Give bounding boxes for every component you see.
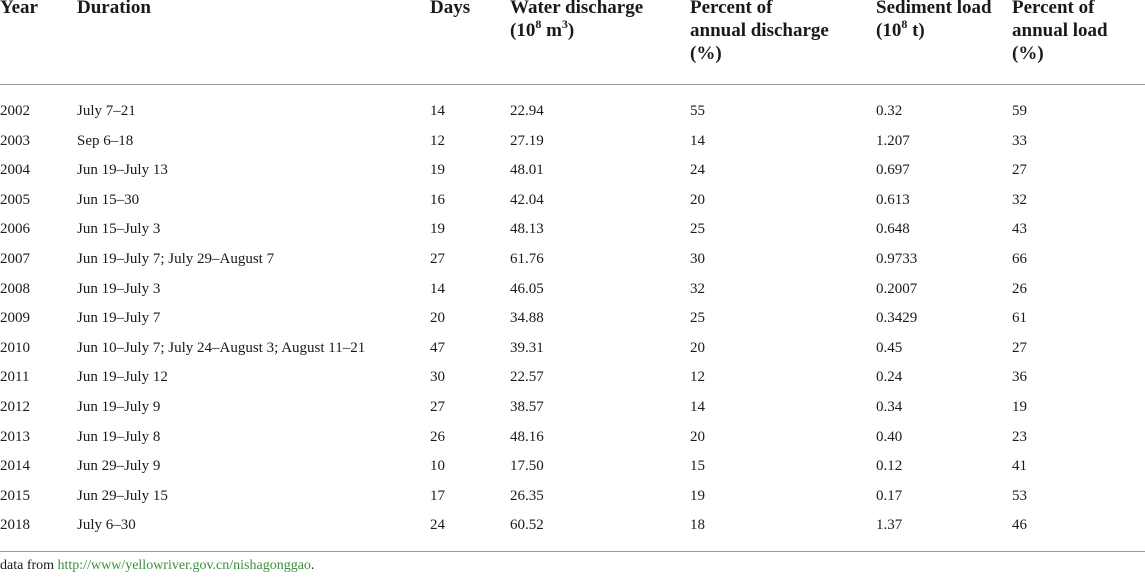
table-row	[0, 97, 1145, 127]
cell-percent-discharge: 55	[690, 103, 705, 119]
cell-days: 27	[430, 250, 445, 267]
cell-percent-load: 23	[1012, 428, 1027, 445]
header-sed-line1: Sediment load	[876, 0, 992, 18]
cell-sediment-load: 0.3429	[876, 310, 918, 327]
table-row	[0, 304, 1145, 334]
header-pdis-line1: Percent of	[690, 0, 773, 18]
cell-percent-discharge: 12	[690, 369, 705, 386]
cell-year: 2004	[0, 162, 30, 179]
cell-duration: Jun 10–July 7; July 24–August 3; August 11–21	[77, 339, 366, 356]
header-percent-load	[1012, 0, 1108, 65]
cell-sediment-load: 0.697	[876, 162, 910, 179]
table-header	[0, 0, 1145, 85]
header-water-line1: Water discharge	[510, 0, 644, 18]
cell-days: 16	[430, 191, 445, 208]
table-row	[0, 156, 1145, 186]
table-row	[0, 393, 1145, 423]
cell-days: 19	[430, 162, 445, 179]
cell-percent-discharge: 25	[690, 221, 705, 238]
cell-percent-discharge: 30	[690, 250, 705, 267]
cell-year: 2012	[0, 398, 30, 415]
cell-percent-discharge: 14	[690, 132, 705, 149]
cell-days: 47	[430, 339, 445, 356]
cell-water-discharge: 26.35	[510, 487, 544, 504]
cell-sediment-load: 0.2007	[876, 280, 918, 297]
cell-sediment-load: 1.37	[876, 517, 903, 534]
cell-percent-load: 43	[1012, 221, 1027, 238]
cell-year: 2003	[0, 132, 30, 149]
cell-percent-discharge: 32	[690, 280, 705, 297]
cell-duration: Jun 19–July 12	[77, 369, 168, 386]
cell-water-discharge: 38.57	[510, 398, 544, 415]
cell-percent-discharge: 24	[690, 162, 705, 179]
cell-percent-discharge: 14	[690, 398, 705, 415]
cell-percent-discharge: 25	[690, 310, 705, 327]
cell-sediment-load: 0.32	[876, 103, 903, 119]
cell-water-discharge: 48.16	[510, 428, 544, 445]
cell-days: 19	[430, 221, 445, 238]
header-pdis-line2: annual discharge	[690, 20, 829, 41]
header-sed-line2: ($10^8$ t)	[876, 16, 925, 41]
cell-year: 2009	[0, 310, 30, 327]
cell-percent-load: 27	[1012, 162, 1027, 179]
table-row	[0, 275, 1145, 305]
cell-percent-discharge: 19	[690, 487, 705, 504]
cell-duration: Jun 29–July 9	[77, 458, 161, 475]
table-body	[0, 97, 1145, 541]
table-row	[0, 452, 1145, 482]
cell-year: 2010	[0, 339, 30, 356]
cell-duration: July 7–21	[77, 103, 136, 119]
table-row	[0, 511, 1145, 541]
cell-days: 24	[430, 517, 445, 534]
cell-sediment-load: 1.207	[876, 132, 910, 149]
cell-duration: Jun 15–July 3	[77, 221, 161, 238]
cell-sediment-load: 0.40	[876, 428, 903, 445]
table-row	[0, 423, 1145, 453]
cell-days: 10	[430, 458, 445, 475]
table-row	[0, 215, 1145, 245]
cell-percent-load: 59	[1012, 103, 1027, 119]
cell-water-discharge: 48.01	[510, 162, 544, 179]
cell-percent-load: 26	[1012, 280, 1027, 297]
cell-percent-discharge: 20	[690, 339, 705, 356]
cell-water-discharge: 27.19	[510, 132, 544, 149]
cell-duration: Jun 19–July 3	[77, 280, 161, 297]
cell-sediment-load: 0.9733	[876, 250, 918, 267]
cell-duration: Jun 29–July 15	[77, 487, 168, 504]
cell-year: 2013	[0, 428, 30, 445]
cell-year: 2018	[0, 517, 30, 534]
cell-percent-load: 27	[1012, 339, 1027, 356]
cell-duration: Sep 6–18	[77, 132, 134, 149]
cell-year: 2015	[0, 487, 30, 504]
cell-days: 14	[430, 103, 445, 119]
table-row	[0, 186, 1145, 216]
cell-water-discharge: 60.52	[510, 517, 544, 534]
header-pload-line3: (%)	[1012, 43, 1044, 64]
cell-percent-load: 61	[1012, 310, 1027, 327]
cell-duration: Jun 19–July 7	[77, 310, 161, 327]
table-row	[0, 127, 1145, 157]
cell-water-discharge: 17.50	[510, 458, 544, 475]
cell-water-discharge: 39.31	[510, 339, 544, 356]
cell-days: 14	[430, 280, 445, 297]
cell-sediment-load: 0.648	[876, 221, 910, 238]
header-pload-line2: annual load	[1012, 20, 1108, 41]
cell-days: 17	[430, 487, 445, 504]
header-water-discharge	[510, 0, 643, 42]
cell-duration: July 6–30	[77, 517, 136, 534]
header-pdis-line3: (%)	[690, 43, 722, 64]
source-link[interactable]: http://www/yellowriver.gov.cn/nishagonggao	[57, 558, 311, 573]
cell-percent-discharge: 20	[690, 191, 705, 208]
header-water-line2: ($10^8$ $m^3$)	[510, 16, 575, 41]
header-days: Days	[430, 0, 471, 18]
table-row	[0, 245, 1145, 275]
header-year: Year	[0, 0, 38, 18]
cell-year: 2008	[0, 280, 30, 297]
cell-sediment-load: 0.24	[876, 369, 903, 386]
cell-year: 2014	[0, 458, 30, 475]
table-bottom-rule	[0, 551, 1145, 552]
header-duration: Duration	[77, 0, 151, 18]
footnote-prefix: data from	[0, 558, 58, 573]
cell-duration: Jun 19–July 8	[77, 428, 161, 445]
cell-sediment-load: 0.12	[876, 458, 903, 475]
cell-water-discharge: 46.05	[510, 280, 544, 297]
table-row	[0, 363, 1145, 393]
cell-year: 2011	[0, 369, 30, 386]
cell-year: 2005	[0, 191, 30, 208]
header-sediment-load	[876, 0, 992, 42]
cell-duration: Jun 19–July 13	[77, 162, 168, 179]
cell-water-discharge: 61.76	[510, 250, 544, 267]
cell-sediment-load: 0.34	[876, 398, 903, 415]
cell-percent-load: 19	[1012, 398, 1027, 415]
cell-water-discharge: 22.94	[510, 103, 544, 119]
cell-water-discharge: 34.88	[510, 310, 544, 327]
cell-percent-discharge: 18	[690, 517, 705, 534]
cell-percent-load: 53	[1012, 487, 1027, 504]
header-percent-discharge	[690, 0, 829, 65]
cell-percent-discharge: 20	[690, 428, 705, 445]
cell-percent-discharge: 15	[690, 458, 705, 475]
footnote-suffix: .	[310, 558, 315, 573]
table-footnote	[0, 557, 314, 575]
cell-percent-load: 66	[1012, 250, 1027, 267]
cell-days: 26	[430, 428, 445, 445]
cell-days: 12	[430, 132, 445, 149]
cell-water-discharge: 48.13	[510, 221, 544, 238]
cell-duration: Jun 19–July 9	[77, 398, 161, 415]
cell-year: 2006	[0, 221, 30, 238]
cell-percent-load: 33	[1012, 132, 1027, 149]
cell-year: 2007	[0, 250, 30, 267]
cell-days: 30	[430, 369, 445, 386]
cell-sediment-load: 0.45	[876, 339, 903, 356]
cell-percent-load: 41	[1012, 458, 1027, 475]
cell-water-discharge: 42.04	[510, 191, 544, 208]
cell-percent-load: 46	[1012, 517, 1027, 534]
header-pload-line1: Percent of	[1012, 0, 1095, 18]
cell-percent-load: 32	[1012, 191, 1027, 208]
cell-duration: Jun 19–July 7; July 29–August 7	[77, 250, 275, 267]
cell-days: 20	[430, 310, 445, 327]
cell-sediment-load: 0.17	[876, 487, 903, 504]
cell-duration: Jun 15–30	[77, 191, 140, 208]
cell-year: 2002	[0, 103, 30, 119]
cell-days: 27	[430, 398, 445, 415]
cell-percent-load: 36	[1012, 369, 1027, 386]
table-row	[0, 334, 1145, 364]
cell-water-discharge: 22.57	[510, 369, 544, 386]
table-row	[0, 482, 1145, 512]
cell-sediment-load: 0.613	[876, 191, 910, 208]
